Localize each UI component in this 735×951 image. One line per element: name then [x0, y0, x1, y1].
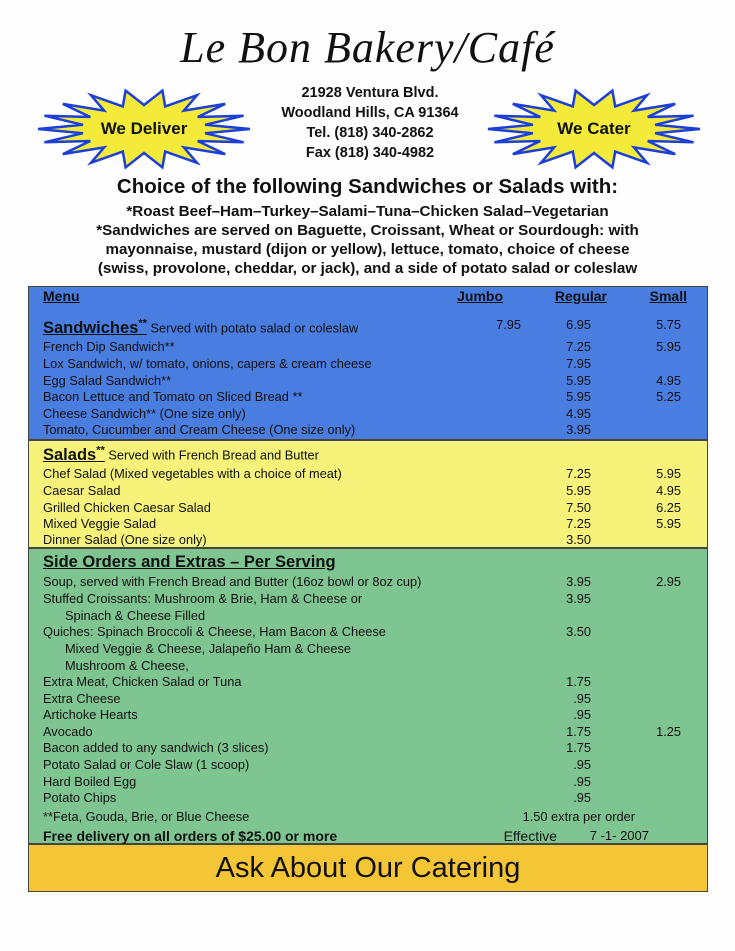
we-cater-label: We Cater [557, 119, 631, 138]
list-item: Stuffed Croissants: Mushroom & Brie, Ham & Cheese or 3.95 [43, 591, 591, 606]
cheese-note-row [29, 809, 707, 826]
sandwiches-heading-row [29, 317, 707, 339]
salads-title: Salads** [43, 444, 105, 464]
sides-heading-row [29, 553, 707, 575]
list-item: Grilled Chicken Caesar Salad 7.50 6.25 [43, 500, 681, 515]
intro-line: (swiss, provolone, cheddar, or jack), and a side of potato salad or coleslaw [97, 260, 638, 277]
list-item: Soup, served with French Bread and Butter (16oz bowl or 8oz cup) 3.95 2.95 [43, 574, 681, 589]
list-item: Extra Cheese .95 [43, 691, 591, 706]
cheese-note: **Feta, Gouda, Brie, or Blue Cheese [43, 809, 250, 824]
street: 21928 Ventura Blvd. [301, 85, 439, 101]
list-item: Artichoke Hearts .95 [43, 707, 591, 722]
list-item: Mixed Veggie & Cheese, Jalapeño Ham & Cheese [65, 641, 351, 656]
small-price: 5.75 [656, 317, 681, 332]
sandwiches-section [28, 286, 708, 440]
list-item: Bacon Lettuce and Tomato on Sliced Bread ** 5.95 5.25 [43, 389, 681, 404]
list-item: Potato Salad or Cole Slaw (1 scoop) .95 [43, 757, 591, 772]
list-item: Hard Boiled Egg .95 [43, 774, 591, 789]
small-column-header: Small [649, 288, 687, 304]
page-title: Le Bon Bakery/Café [180, 23, 555, 72]
sandwiches-title: Sandwiches** [43, 317, 147, 337]
list-item: Lox Sandwich, w/ tomato, onions, capers & cream cheese 7.95 [43, 356, 591, 371]
list-item: French Dip Sandwich** 7.25 5.95 [43, 339, 681, 354]
list-item: Extra Meat, Chicken Salad or Tuna 1.75 [43, 674, 591, 689]
list-item: Dinner Salad (One size only) 3.50 [43, 532, 591, 547]
choice-heading: Choice of the following Sandwiches or Salads with: [116, 175, 619, 198]
we-deliver-label: We Deliver [100, 119, 188, 138]
column-headers [29, 288, 707, 306]
phone: Tel. (818) 340-2862 [306, 125, 434, 141]
address-block [220, 83, 520, 163]
list-item: Avocado 1.75 1.25 [43, 724, 681, 739]
salads-section [28, 440, 708, 548]
effective-date: 7 -1- 2007 [589, 828, 649, 843]
intro-text [0, 202, 735, 278]
menu-column-header: Menu [43, 288, 80, 304]
salads-note: Served with French Bread and Butter [108, 447, 319, 463]
regular-price: 6.95 [566, 317, 591, 332]
regular-column-header: Regular [554, 288, 607, 304]
intro-line: *Sandwiches are served on Baguette, Croissant, Wheat or Sourdough: with [96, 222, 639, 239]
city: Woodland Hills, CA 91364 [281, 105, 459, 121]
effective-label: Effective [503, 828, 557, 844]
intro-line: mayonnaise, mustard (dijon or yellow), lettuce, tomato, choice of cheese [105, 241, 630, 258]
sides-title: Side Orders and Extras – Per Serving [43, 553, 336, 571]
list-item: Caesar Salad 5.95 4.95 [43, 483, 681, 498]
intro-line: *Roast Beef–Ham–Turkey–Salami–Tuna–Chicken Salad–Vegetarian [126, 203, 609, 220]
jumbo-column-header: Jumbo [457, 288, 503, 304]
catering-banner: Ask About Our Catering [28, 844, 708, 892]
delivery-note: Free delivery on all orders of $25.00 or more [43, 828, 338, 844]
sides-section [28, 548, 708, 844]
list-item: Egg Salad Sandwich** 5.95 4.95 [43, 373, 681, 388]
fax: Fax (818) 340-4982 [305, 145, 435, 161]
list-item: Spinach & Cheese Filled [65, 608, 206, 623]
list-item: Cheese Sandwich** (One size only) 4.95 [43, 406, 591, 421]
list-item: Quiches: Spinach Broccoli & Cheese, Ham Bacon & Cheese 3.50 [43, 624, 591, 639]
list-item: Mushroom & Cheese, [65, 658, 189, 673]
salads-heading-row [29, 444, 707, 466]
list-item: Tomato, Cucumber and Cream Cheese (One size only) 3.95 [43, 422, 591, 437]
list-item: Potato Chips .95 [43, 790, 591, 805]
cheese-price: 1.50 extra per order [522, 809, 635, 824]
list-item: Bacon added to any sandwich (3 slices) 1.75 [43, 740, 591, 755]
list-item: Mixed Veggie Salad 7.25 5.95 [43, 516, 681, 531]
jumbo-price: 7.95 [496, 317, 521, 332]
sandwiches-note: Served with potato salad or coleslaw [150, 320, 359, 336]
list-item: Chef Salad (Mixed vegetables with a choice of meat) 7.25 5.95 [43, 466, 681, 481]
